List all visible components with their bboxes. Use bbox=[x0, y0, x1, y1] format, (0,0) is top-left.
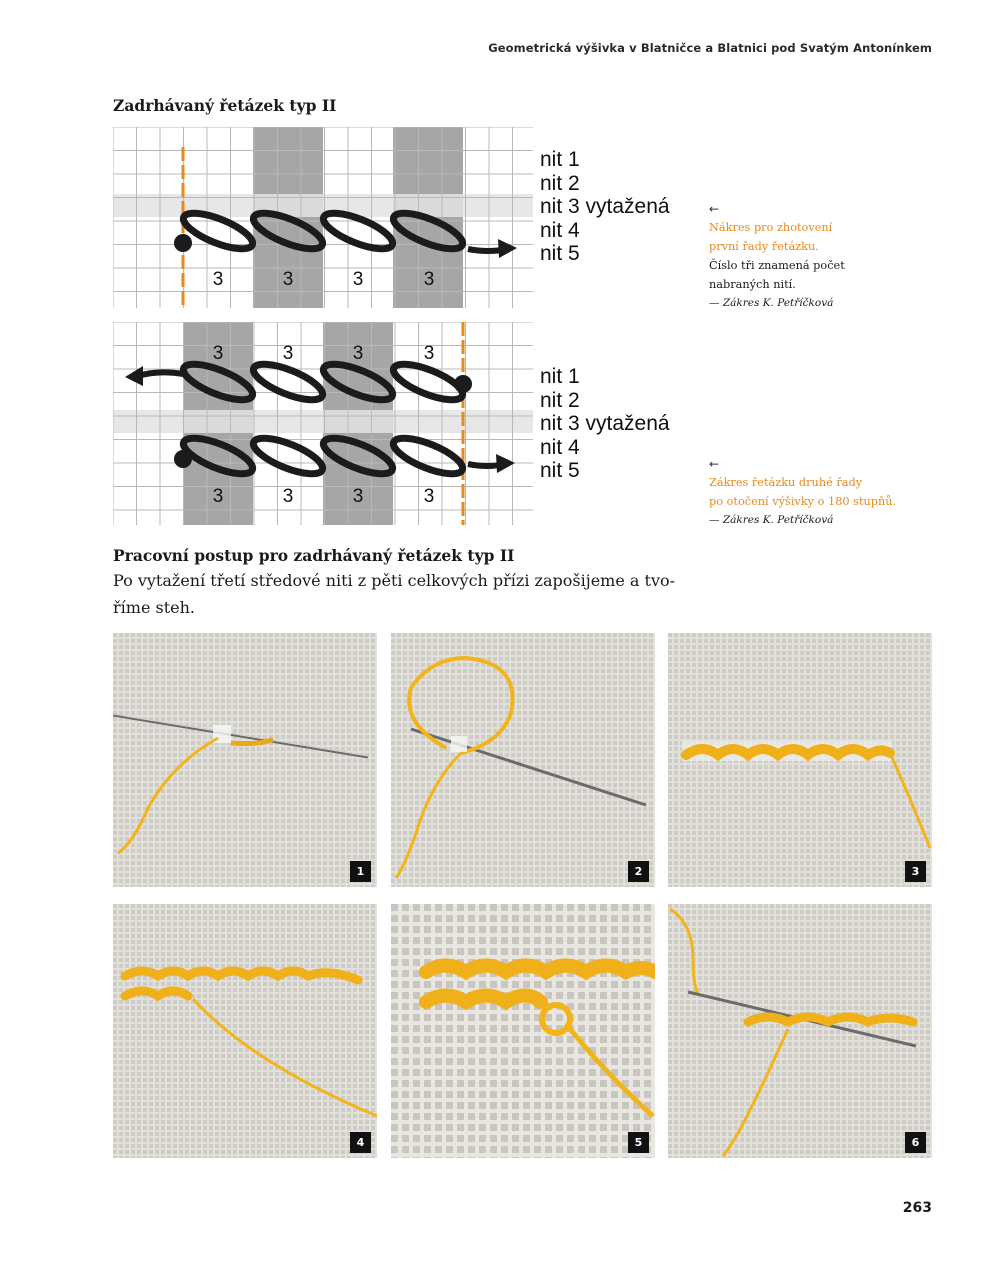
stitch-count-label: 3 bbox=[423, 343, 435, 364]
caption-line: nabraných nití. bbox=[709, 278, 796, 291]
step-photo-4 bbox=[113, 904, 377, 1158]
running-head: Geometrická výšivka v Blatničce a Blatnici pod Svatým Antonínkem bbox=[488, 41, 932, 55]
caption-diagram-2 bbox=[709, 455, 949, 530]
step-number-badge: 3 bbox=[905, 861, 926, 882]
thread-label: nit 4 bbox=[540, 435, 580, 459]
thread-label: nit 3 vytažená bbox=[540, 412, 670, 435]
step-number-badge: 1 bbox=[350, 861, 371, 882]
thread-label: nit 1 bbox=[540, 365, 580, 388]
stitch-count-label: 3 bbox=[212, 343, 224, 364]
section-title: Pracovní postup pro zadrhávaný řetázek typ II bbox=[113, 546, 515, 565]
chain-diagram-first-row bbox=[113, 127, 533, 308]
stitch-count-label: 3 bbox=[212, 486, 224, 507]
caption-line: po otočení výšivky o 180 stupňů. bbox=[709, 495, 897, 508]
page-number: 263 bbox=[902, 1200, 932, 1216]
start-dot bbox=[454, 375, 472, 393]
thread-labels-1 bbox=[540, 148, 670, 266]
stitch-count-label: 3 bbox=[352, 343, 364, 364]
step-photo-1 bbox=[113, 633, 377, 887]
step-number-badge: 5 bbox=[628, 1132, 649, 1153]
thread-labels-2 bbox=[540, 365, 670, 483]
step-number-badge: 2 bbox=[628, 861, 649, 882]
thread-label: nit 5 bbox=[540, 459, 580, 482]
stitch-count-label: 3 bbox=[212, 269, 224, 290]
step-photo-3 bbox=[668, 633, 932, 887]
stitch-count-label: 3 bbox=[423, 486, 435, 507]
caption-diagram-1 bbox=[709, 200, 949, 313]
step-number-badge: 6 bbox=[905, 1132, 926, 1153]
caption-line: Zákres řetázku druhé řady bbox=[709, 476, 863, 489]
thread-label: nit 3 vytažená bbox=[540, 195, 670, 218]
step-number-badge: 4 bbox=[350, 1132, 371, 1153]
stitch-count-label: 3 bbox=[352, 486, 364, 507]
stitch-count-label: 3 bbox=[423, 269, 435, 290]
thread-label: nit 2 bbox=[540, 171, 580, 195]
body-line: Po vytažení třetí středové niti z pěti celkových přízi zapošijeme a tvo- bbox=[113, 571, 676, 590]
pulled-thread-row bbox=[113, 410, 533, 433]
caption-line: první řady řetázku. bbox=[709, 240, 819, 253]
thread-label: nit 2 bbox=[540, 388, 580, 412]
step-photo-2 bbox=[391, 633, 655, 887]
thread-label: nit 1 bbox=[540, 148, 580, 171]
stitch-count-label: 3 bbox=[282, 343, 294, 364]
stitch-count-label: 3 bbox=[282, 269, 294, 290]
stitch-count-label: 3 bbox=[352, 269, 364, 290]
caption-line: Nákres pro zhotovení bbox=[709, 221, 833, 234]
left-arrow-icon: ← bbox=[709, 457, 720, 471]
caption-credit: — Zákres K. Petříčková bbox=[709, 297, 834, 309]
step-photo-6 bbox=[668, 904, 932, 1158]
body-paragraph bbox=[113, 567, 688, 621]
thread-label: nit 5 bbox=[540, 242, 580, 265]
start-dot bbox=[174, 234, 192, 252]
body-line: říme steh. bbox=[113, 598, 195, 617]
caption-line: Číslo tři znamená počet bbox=[709, 259, 845, 272]
caption-credit: — Zákres K. Petříčková bbox=[709, 514, 834, 526]
thread-label: nit 4 bbox=[540, 218, 580, 242]
left-arrow-icon: ← bbox=[709, 202, 720, 216]
start-dot bbox=[174, 450, 192, 468]
chain-diagram-second-row bbox=[113, 322, 533, 525]
section-title: Zadrhávaný řetázek typ II bbox=[113, 96, 337, 115]
stitch-count-label: 3 bbox=[282, 486, 294, 507]
step-photo-5 bbox=[391, 904, 655, 1158]
